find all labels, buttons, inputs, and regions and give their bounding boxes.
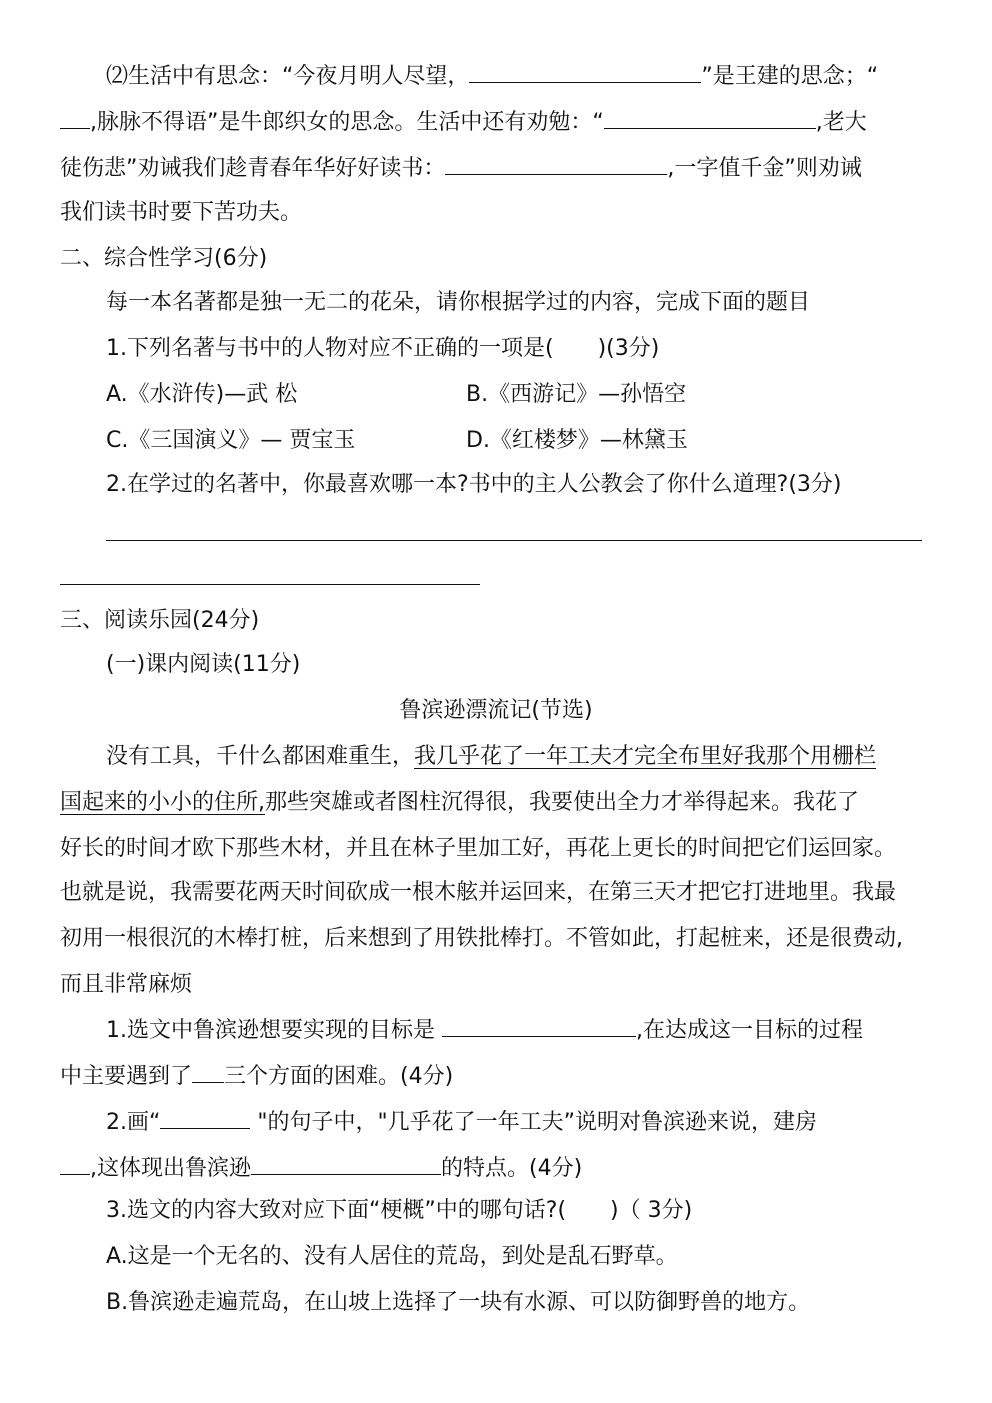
underlined-sentence: 国起来的小小的住所, <box>60 790 265 815</box>
s2-options-row1 <box>106 372 932 418</box>
s3-question-1 <box>106 1006 932 1052</box>
option-d[interactable]: D.《红楼梦》—林黛玉 <box>466 428 688 453</box>
answer-line[interactable] <box>106 540 922 541</box>
s3-option-b[interactable]: B.鲁滨逊走遍荒岛，在山坡上选择了一块有水源、可以防御野兽的地方。 <box>106 1290 811 1315</box>
s1-q2-text: ,脉脉不得语”是牛郎织女的思念。生活中还有劝勉：“ <box>90 110 604 135</box>
passage-line: 也就是说，我需要花两天时间砍成一根木舷并运回来，在第三天才把它打进地里。我最 <box>60 880 897 905</box>
passage-line: 而且非常麻烦 <box>60 972 193 997</box>
s2-question-1: 1.下列名著与书中的人物对应不正确的一项是( )(3分) <box>106 336 660 361</box>
answer-blank[interactable] <box>192 1052 224 1083</box>
answer-blank[interactable] <box>442 1006 636 1037</box>
option-c[interactable]: C.《三国演义》— 贾宝玉 <box>106 428 356 453</box>
passage-line: 好长的时间才欧下那些木材，并且在林子里加工好，再花上更长的时间把它们运回家。 <box>60 836 897 861</box>
s1-q2-text: 徒伤悲”劝诫我们趁青春年华好好读书： <box>60 156 446 181</box>
section3-heading: 三、阅读乐园(24分) <box>60 608 260 633</box>
s2-options-row2 <box>106 418 932 464</box>
question-text: ,这体现出鲁滨逊 <box>90 1156 251 1181</box>
answer-blank[interactable] <box>60 1144 90 1175</box>
s1-q2-line2 <box>60 98 932 144</box>
passage-line <box>60 780 932 826</box>
question-text: "的句子中，"几乎花了一年工夫”说明对鲁滨逊来说，建房 <box>257 1110 818 1135</box>
question-text: 2.画“ <box>106 1110 161 1135</box>
question-text: 三个方面的困难。(4分) <box>224 1064 454 1089</box>
passage-line <box>106 734 932 780</box>
option-b[interactable]: B.《西游记》—孙悟空 <box>466 382 687 407</box>
s3-option-a[interactable]: A.这是一个无名的、没有人居住的荒岛，到处是乱石野草。 <box>106 1244 678 1269</box>
passage-text: 那些突雄或者图柱沉得很，我要使出全力才举得起来。我花了 <box>265 790 860 815</box>
answer-blank[interactable] <box>160 1098 250 1129</box>
section2-heading: 二、综合性学习(6分) <box>60 246 268 271</box>
answer-blank[interactable] <box>251 1144 441 1175</box>
question-text: 1.选文中鲁滨逊想要实现的目标是 <box>106 1018 435 1043</box>
s3-question-3: 3.选文的内容大致对应下面“梗概”中的哪句话?( )（ 3分) <box>106 1198 693 1223</box>
s1-q2-text: ⑵生活中有思念：“今夜月明人尽望， <box>106 64 470 89</box>
s2-question-2: 2.在学过的名著中，你最喜欢哪一本?书中的主人公教会了你什么道理?(3分) <box>106 472 842 497</box>
option-a[interactable]: A.《水浒传)—武 松 <box>106 382 298 407</box>
passage-title: 鲁滨逊漂流记(节选) <box>399 698 593 723</box>
s1-q2-text: ,老大 <box>815 110 867 135</box>
s3-question-1-cont <box>60 1052 932 1098</box>
passage-text: 没有工具，千什么都困难重生， <box>106 744 415 769</box>
answer-line[interactable] <box>60 584 480 585</box>
s1-q2-line4: 我们读书时要下苦功夫。 <box>60 200 303 225</box>
question-text: 的特点。(4分) <box>441 1156 583 1181</box>
question-text: 中主要遇到了 <box>60 1064 193 1089</box>
s1-q2-text: ”是王建的思念；“ <box>701 64 879 89</box>
s1-q2-line3 <box>60 144 932 190</box>
s1-q2-text: ,一字值千金”则劝诫 <box>667 156 862 181</box>
answer-blank[interactable] <box>445 144 667 175</box>
answer-blank[interactable] <box>469 52 701 83</box>
passage-line: 初用一根很沉的木棒打桩，后来想到了用铁批棒打。不管如此，打起桩来，还是很费动, <box>60 926 903 951</box>
answer-blank[interactable] <box>60 98 90 129</box>
s1-q2-line1 <box>106 52 932 98</box>
s3-question-2-cont <box>60 1144 932 1190</box>
s3-question-2 <box>106 1098 932 1144</box>
underlined-sentence: 我几乎花了一年工夫才完全布里好我那个用栅栏 <box>414 744 877 769</box>
answer-blank[interactable] <box>604 98 816 129</box>
section2-intro: 每一本名著都是独一无二的花朵，请你根据学过的内容，完成下面的题目 <box>106 290 811 315</box>
section3-subheading: (一)课内阅读(11分) <box>106 652 301 677</box>
question-text: ,在达成这一目标的过程 <box>636 1018 863 1043</box>
